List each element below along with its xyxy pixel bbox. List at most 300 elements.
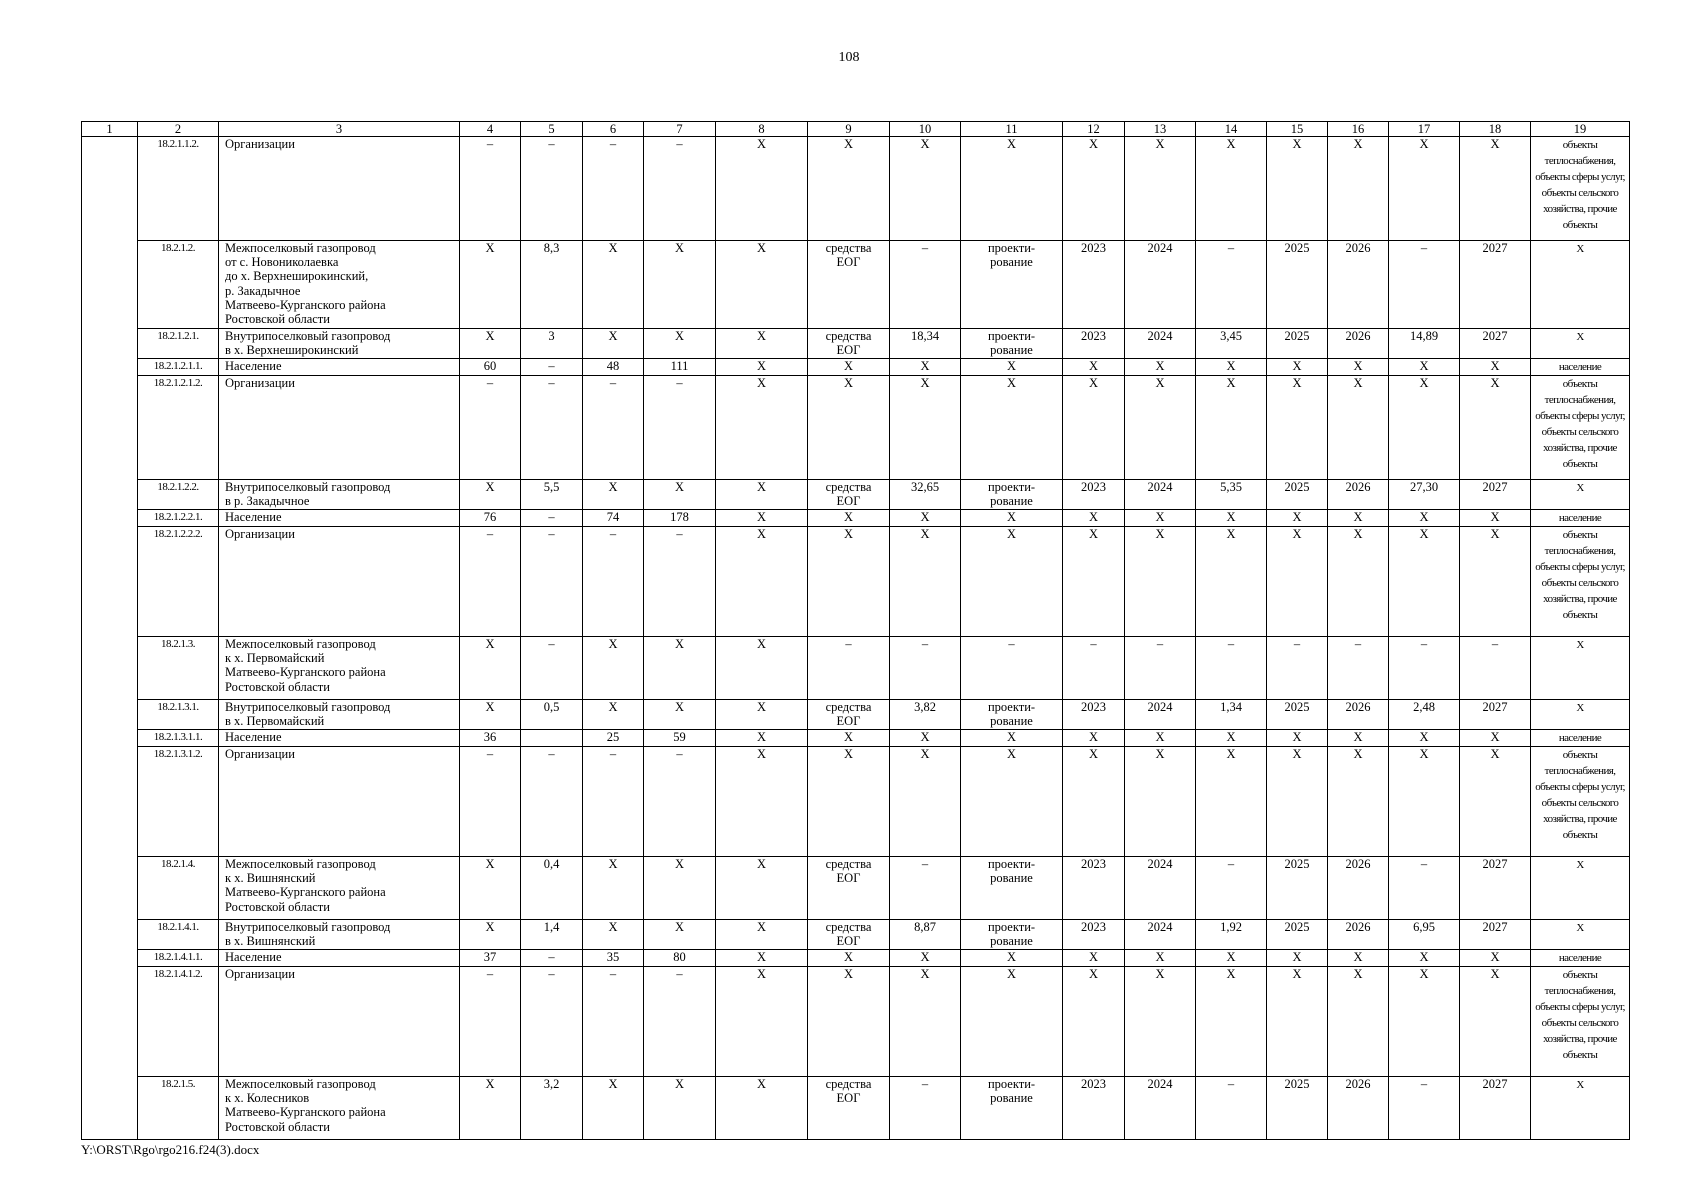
value-cell-col9: X (808, 376, 890, 480)
header-cell: 19 (1531, 122, 1630, 137)
value-cell-col15: X (1267, 967, 1328, 1077)
value-cell-col15: 2025 (1267, 857, 1328, 920)
value-cell-col15: X (1267, 359, 1328, 376)
table-row (82, 637, 1630, 700)
value-cell-col8: X (716, 329, 808, 359)
value-cell-col9: X (808, 747, 890, 857)
consumer-category: X (1531, 857, 1630, 920)
value-cell-col5: – (521, 359, 583, 376)
value-cell-col5: 3 (521, 329, 583, 359)
value-cell-col10: – (890, 857, 961, 920)
consumer-category: население (1531, 359, 1630, 376)
value-cell-col7: – (644, 967, 716, 1077)
value-cell-col7: X (644, 480, 716, 510)
value-cell-col16: X (1328, 376, 1389, 480)
value-cell-col6: X (583, 700, 644, 730)
row-number: 18.2.1.5. (138, 1077, 219, 1140)
value-cell-col8: X (716, 747, 808, 857)
value-cell-col12: X (1063, 730, 1125, 747)
value-cell-col9: X (808, 359, 890, 376)
consumer-category: X (1531, 1077, 1630, 1140)
value-cell-col12: X (1063, 359, 1125, 376)
value-cell-col8: X (716, 376, 808, 480)
value-cell-col7: X (644, 329, 716, 359)
table-row (82, 527, 1630, 637)
value-cell-col13: – (1125, 637, 1196, 700)
value-cell-col17: 27,30 (1389, 480, 1460, 510)
data-table (81, 121, 1630, 1140)
row-name: Межпоселковый газопровод к х. Колесников Матвеево-Курганского района Ростовской области (219, 1077, 460, 1140)
value-cell-col16: 2026 (1328, 480, 1389, 510)
value-cell-col6: 48 (583, 359, 644, 376)
value-cell-col12: 2023 (1063, 857, 1125, 920)
value-cell-col10: – (890, 1077, 961, 1140)
value-cell-col15: 2025 (1267, 329, 1328, 359)
value-cell-col7: X (644, 700, 716, 730)
row-number: 18.2.1.4.1. (138, 920, 219, 950)
table-row (82, 730, 1630, 747)
value-cell-col13: X (1125, 527, 1196, 637)
value-cell-col10: 8,87 (890, 920, 961, 950)
row-number: 18.2.1.2.1. (138, 329, 219, 359)
value-cell-col11: проекти- рование (961, 329, 1063, 359)
row-name: Организации (219, 376, 460, 480)
value-cell-col4: 76 (460, 510, 521, 527)
value-cell-col8: X (716, 700, 808, 730)
value-cell-col18: X (1460, 950, 1531, 967)
value-cell-col15: – (1267, 637, 1328, 700)
value-cell-col11: X (961, 730, 1063, 747)
value-cell-col10: X (890, 137, 961, 241)
value-cell-col13: X (1125, 510, 1196, 527)
value-cell-col18: X (1460, 359, 1531, 376)
value-cell-col12: X (1063, 950, 1125, 967)
cell-col1 (82, 137, 138, 1140)
value-cell-col11: X (961, 747, 1063, 857)
row-number: 18.2.1.3.1.2. (138, 747, 219, 857)
value-cell-col17: – (1389, 1077, 1460, 1140)
value-cell-col17: – (1389, 241, 1460, 329)
value-cell-col14: X (1196, 527, 1267, 637)
value-cell-col11: X (961, 359, 1063, 376)
value-cell-col18: X (1460, 747, 1531, 857)
value-cell-col13: 2024 (1125, 857, 1196, 920)
table-row (82, 857, 1630, 920)
value-cell-col12: X (1063, 137, 1125, 241)
row-number: 18.2.1.2.1.1. (138, 359, 219, 376)
value-cell-col16: X (1328, 967, 1389, 1077)
value-cell-col4: – (460, 967, 521, 1077)
value-cell-col13: X (1125, 950, 1196, 967)
value-cell-col10: X (890, 747, 961, 857)
value-cell-col17: X (1389, 967, 1460, 1077)
consumer-category: объекты теплоснабжения, объекты сферы услуг, объекты сельского хозяйства, прочие объекты (1531, 967, 1630, 1077)
value-cell-col17: X (1389, 137, 1460, 241)
value-cell-col17: 14,89 (1389, 329, 1460, 359)
value-cell-col15: X (1267, 376, 1328, 480)
row-number: 18.2.1.3.1. (138, 700, 219, 730)
value-cell-col17: 2,48 (1389, 700, 1460, 730)
value-cell-col4: 37 (460, 950, 521, 967)
row-number: 18.2.1.4. (138, 857, 219, 920)
value-cell-col12: 2023 (1063, 329, 1125, 359)
value-cell-col14: X (1196, 359, 1267, 376)
value-cell-col4: X (460, 637, 521, 700)
value-cell-col14: 1,92 (1196, 920, 1267, 950)
value-cell-col10: 32,65 (890, 480, 961, 510)
value-cell-col16: X (1328, 527, 1389, 637)
value-cell-col9: средства ЕОГ (808, 857, 890, 920)
header-cell: 4 (460, 122, 521, 137)
value-cell-col14: X (1196, 950, 1267, 967)
table-row (82, 747, 1630, 857)
value-cell-col13: 2024 (1125, 1077, 1196, 1140)
value-cell-col6: – (583, 137, 644, 241)
table-row (82, 137, 1630, 241)
consumer-category: объекты теплоснабжения, объекты сферы услуг, объекты сельского хозяйства, прочие объекты (1531, 747, 1630, 857)
value-cell-col12: 2023 (1063, 920, 1125, 950)
value-cell-col10: X (890, 359, 961, 376)
header-cell: 12 (1063, 122, 1125, 137)
value-cell-col6: X (583, 857, 644, 920)
value-cell-col16: X (1328, 359, 1389, 376)
value-cell-col9: средства ЕОГ (808, 1077, 890, 1140)
value-cell-col12: X (1063, 510, 1125, 527)
value-cell-col5: – (521, 967, 583, 1077)
value-cell-col16: – (1328, 637, 1389, 700)
value-cell-col5: 0,4 (521, 857, 583, 920)
value-cell-col11: X (961, 376, 1063, 480)
value-cell-col14: 5,35 (1196, 480, 1267, 510)
consumer-category: X (1531, 480, 1630, 510)
row-name: Внутрипоселковый газопровод в х. Первомайский (219, 700, 460, 730)
value-cell-col7: 111 (644, 359, 716, 376)
value-cell-col12: X (1063, 967, 1125, 1077)
value-cell-col16: 2026 (1328, 1077, 1389, 1140)
value-cell-col6: – (583, 527, 644, 637)
consumer-category: X (1531, 241, 1630, 329)
row-name: Межпоселковый газопровод к х. Вишнянский Матвеево-Курганского района Ростовской области (219, 857, 460, 920)
value-cell-col11: проекти- рование (961, 857, 1063, 920)
value-cell-col14: – (1196, 241, 1267, 329)
value-cell-col10: X (890, 730, 961, 747)
value-cell-col18: X (1460, 730, 1531, 747)
value-cell-col15: 2025 (1267, 1077, 1328, 1140)
value-cell-col6: 35 (583, 950, 644, 967)
value-cell-col11: X (961, 967, 1063, 1077)
value-cell-col4: X (460, 700, 521, 730)
row-number: 18.2.1.4.1.2. (138, 967, 219, 1077)
value-cell-col16: 2026 (1328, 857, 1389, 920)
value-cell-col17: X (1389, 950, 1460, 967)
value-cell-col4: X (460, 857, 521, 920)
table-row (82, 700, 1630, 730)
value-cell-col16: X (1328, 730, 1389, 747)
value-cell-col10: – (890, 637, 961, 700)
value-cell-col13: 2024 (1125, 920, 1196, 950)
value-cell-col13: 2024 (1125, 480, 1196, 510)
value-cell-col5: 0,5 (521, 700, 583, 730)
header-cell: 13 (1125, 122, 1196, 137)
value-cell-col16: 2026 (1328, 329, 1389, 359)
table-row (82, 329, 1630, 359)
page-number: 108 (838, 50, 860, 65)
value-cell-col18: X (1460, 137, 1531, 241)
value-cell-col4: 36 (460, 730, 521, 747)
value-cell-col15: X (1267, 510, 1328, 527)
value-cell-col6: – (583, 967, 644, 1077)
file-path-footer: Y:\ORST\Rgo\rgo216.f24(3).docx (81, 1142, 260, 1157)
row-name: Население (219, 950, 460, 967)
value-cell-col5: – (521, 747, 583, 857)
header-cell: 16 (1328, 122, 1389, 137)
header-cell: 2 (138, 122, 219, 137)
value-cell-col11: проекти- рование (961, 1077, 1063, 1140)
value-cell-col8: X (716, 359, 808, 376)
value-cell-col9: X (808, 137, 890, 241)
value-cell-col5: 5,5 (521, 480, 583, 510)
value-cell-col11: проекти- рование (961, 700, 1063, 730)
value-cell-col10: 3,82 (890, 700, 961, 730)
table-row (82, 510, 1630, 527)
value-cell-col12: 2023 (1063, 1077, 1125, 1140)
value-cell-col5: – (521, 137, 583, 241)
value-cell-col8: X (716, 510, 808, 527)
value-cell-col13: X (1125, 967, 1196, 1077)
value-cell-col6: X (583, 637, 644, 700)
value-cell-col12: 2023 (1063, 241, 1125, 329)
value-cell-col14: X (1196, 510, 1267, 527)
table-row (82, 359, 1630, 376)
value-cell-col18: X (1460, 527, 1531, 637)
value-cell-col13: X (1125, 747, 1196, 857)
value-cell-col7: X (644, 857, 716, 920)
value-cell-col8: X (716, 1077, 808, 1140)
consumer-category: объекты теплоснабжения, объекты сферы услуг, объекты сельского хозяйства, прочие объекты (1531, 527, 1630, 637)
value-cell-col15: X (1267, 950, 1328, 967)
value-cell-col4: X (460, 241, 521, 329)
row-number: 18.2.1.2.2.2. (138, 527, 219, 637)
value-cell-col16: 2026 (1328, 241, 1389, 329)
table-row (82, 376, 1630, 480)
value-cell-col12: X (1063, 747, 1125, 857)
consumer-category: население (1531, 730, 1630, 747)
value-cell-col4: X (460, 1077, 521, 1140)
value-cell-col5: – (521, 637, 583, 700)
table-row (82, 1077, 1630, 1140)
value-cell-col17: X (1389, 510, 1460, 527)
value-cell-col8: X (716, 920, 808, 950)
row-name: Организации (219, 747, 460, 857)
value-cell-col17: – (1389, 637, 1460, 700)
row-name: Внутрипоселковый газопровод в х. Вишнянский (219, 920, 460, 950)
value-cell-col4: 60 (460, 359, 521, 376)
value-cell-col9: X (808, 527, 890, 637)
value-cell-col5: – (521, 527, 583, 637)
header-cell: 17 (1389, 122, 1460, 137)
value-cell-col9: X (808, 967, 890, 1077)
value-cell-col16: X (1328, 510, 1389, 527)
header-cell: 1 (82, 122, 138, 137)
row-name: Организации (219, 137, 460, 241)
value-cell-col18: – (1460, 637, 1531, 700)
value-cell-col9: средства ЕОГ (808, 480, 890, 510)
value-cell-col13: X (1125, 137, 1196, 241)
value-cell-col11: X (961, 527, 1063, 637)
value-cell-col11: X (961, 510, 1063, 527)
consumer-category: X (1531, 637, 1630, 700)
value-cell-col15: X (1267, 527, 1328, 637)
value-cell-col10: X (890, 950, 961, 967)
value-cell-col13: 2024 (1125, 241, 1196, 329)
header-cell: 18 (1460, 122, 1531, 137)
row-name: Межпоселковый газопровод от с. Новониколаевка до х. Верхнеширокинский, р. Закадычное Матвеево-Курганского района Ростовской области (219, 241, 460, 329)
value-cell-col4: – (460, 376, 521, 480)
consumer-category: объекты теплоснабжения, объекты сферы услуг, объекты сельского хозяйства, прочие объекты (1531, 137, 1630, 241)
value-cell-col16: 2026 (1328, 700, 1389, 730)
value-cell-col5: 8,3 (521, 241, 583, 329)
value-cell-col9: X (808, 510, 890, 527)
value-cell-col12: 2023 (1063, 700, 1125, 730)
value-cell-col10: – (890, 241, 961, 329)
row-name: Организации (219, 527, 460, 637)
value-cell-col13: 2024 (1125, 700, 1196, 730)
value-cell-col14: X (1196, 747, 1267, 857)
row-number: 18.2.1.3.1.1. (138, 730, 219, 747)
value-cell-col16: 2026 (1328, 920, 1389, 950)
value-cell-col15: X (1267, 730, 1328, 747)
value-cell-col15: X (1267, 137, 1328, 241)
row-name: Внутрипоселковый газопровод в р. Закадычное (219, 480, 460, 510)
value-cell-col5 (521, 730, 583, 747)
value-cell-col13: 2024 (1125, 329, 1196, 359)
value-cell-col16: X (1328, 950, 1389, 967)
value-cell-col7: X (644, 1077, 716, 1140)
value-cell-col7: 178 (644, 510, 716, 527)
table-row (82, 950, 1630, 967)
value-cell-col6: – (583, 747, 644, 857)
value-cell-col15: 2025 (1267, 480, 1328, 510)
row-number: 18.2.1.2.2.1. (138, 510, 219, 527)
value-cell-col14: X (1196, 137, 1267, 241)
value-cell-col6: 25 (583, 730, 644, 747)
header-cell: 8 (716, 122, 808, 137)
value-cell-col18: 2027 (1460, 241, 1531, 329)
value-cell-col13: X (1125, 376, 1196, 480)
value-cell-col8: X (716, 730, 808, 747)
row-name: Население (219, 730, 460, 747)
value-cell-col7: 59 (644, 730, 716, 747)
value-cell-col7: – (644, 747, 716, 857)
value-cell-col4: X (460, 329, 521, 359)
value-cell-col9: X (808, 730, 890, 747)
value-cell-col9: средства ЕОГ (808, 329, 890, 359)
header-cell: 11 (961, 122, 1063, 137)
value-cell-col10: X (890, 967, 961, 1077)
value-cell-col9: средства ЕОГ (808, 700, 890, 730)
value-cell-col14: – (1196, 1077, 1267, 1140)
header-cell: 5 (521, 122, 583, 137)
header-cell: 15 (1267, 122, 1328, 137)
value-cell-col10: 18,34 (890, 329, 961, 359)
value-cell-col9: средства ЕОГ (808, 920, 890, 950)
row-number: 18.2.1.3. (138, 637, 219, 700)
value-cell-col8: X (716, 137, 808, 241)
value-cell-col11: X (961, 137, 1063, 241)
value-cell-col13: X (1125, 730, 1196, 747)
value-cell-col6: – (583, 376, 644, 480)
value-cell-col8: X (716, 241, 808, 329)
value-cell-col12: X (1063, 527, 1125, 637)
consumer-category: X (1531, 700, 1630, 730)
consumer-category: X (1531, 329, 1630, 359)
header-cell: 6 (583, 122, 644, 137)
value-cell-col17: X (1389, 359, 1460, 376)
value-cell-col14: 1,34 (1196, 700, 1267, 730)
value-cell-col6: X (583, 1077, 644, 1140)
value-cell-col7: – (644, 527, 716, 637)
consumer-category: объекты теплоснабжения, объекты сферы услуг, объекты сельского хозяйства, прочие объекты (1531, 376, 1630, 480)
row-name: Межпоселковый газопровод к х. Первомайский Матвеево-Курганского района Ростовской области (219, 637, 460, 700)
value-cell-col17: 6,95 (1389, 920, 1460, 950)
value-cell-col11: проекти- рование (961, 241, 1063, 329)
value-cell-col4: X (460, 480, 521, 510)
value-cell-col8: X (716, 527, 808, 637)
value-cell-col5: – (521, 510, 583, 527)
value-cell-col18: 2027 (1460, 480, 1531, 510)
value-cell-col7: X (644, 637, 716, 700)
value-cell-col9: – (808, 637, 890, 700)
value-cell-col18: 2027 (1460, 329, 1531, 359)
value-cell-col4: – (460, 137, 521, 241)
value-cell-col12: X (1063, 376, 1125, 480)
value-cell-col5: 1,4 (521, 920, 583, 950)
value-cell-col6: X (583, 329, 644, 359)
value-cell-col8: X (716, 637, 808, 700)
value-cell-col12: – (1063, 637, 1125, 700)
value-cell-col10: X (890, 376, 961, 480)
value-cell-col14: 3,45 (1196, 329, 1267, 359)
value-cell-col7: X (644, 920, 716, 950)
value-cell-col6: X (583, 920, 644, 950)
value-cell-col18: 2027 (1460, 920, 1531, 950)
value-cell-col6: X (583, 241, 644, 329)
value-cell-col14: – (1196, 857, 1267, 920)
value-cell-col18: X (1460, 510, 1531, 527)
value-cell-col7: X (644, 241, 716, 329)
consumer-category: население (1531, 950, 1630, 967)
consumer-category: X (1531, 920, 1630, 950)
value-cell-col16: X (1328, 747, 1389, 857)
value-cell-col11: проекти- рование (961, 480, 1063, 510)
value-cell-col7: – (644, 137, 716, 241)
header-row (82, 122, 1630, 137)
value-cell-col17: X (1389, 376, 1460, 480)
value-cell-col10: X (890, 527, 961, 637)
value-cell-col15: 2025 (1267, 241, 1328, 329)
header-cell: 14 (1196, 122, 1267, 137)
row-number: 18.2.1.2.1.2. (138, 376, 219, 480)
value-cell-col13: X (1125, 359, 1196, 376)
value-cell-col15: 2025 (1267, 920, 1328, 950)
value-cell-col4: – (460, 747, 521, 857)
value-cell-col15: X (1267, 747, 1328, 857)
value-cell-col7: – (644, 376, 716, 480)
value-cell-col17: X (1389, 747, 1460, 857)
value-cell-col18: 2027 (1460, 700, 1531, 730)
header-cell: 9 (808, 122, 890, 137)
table-row (82, 967, 1630, 1077)
